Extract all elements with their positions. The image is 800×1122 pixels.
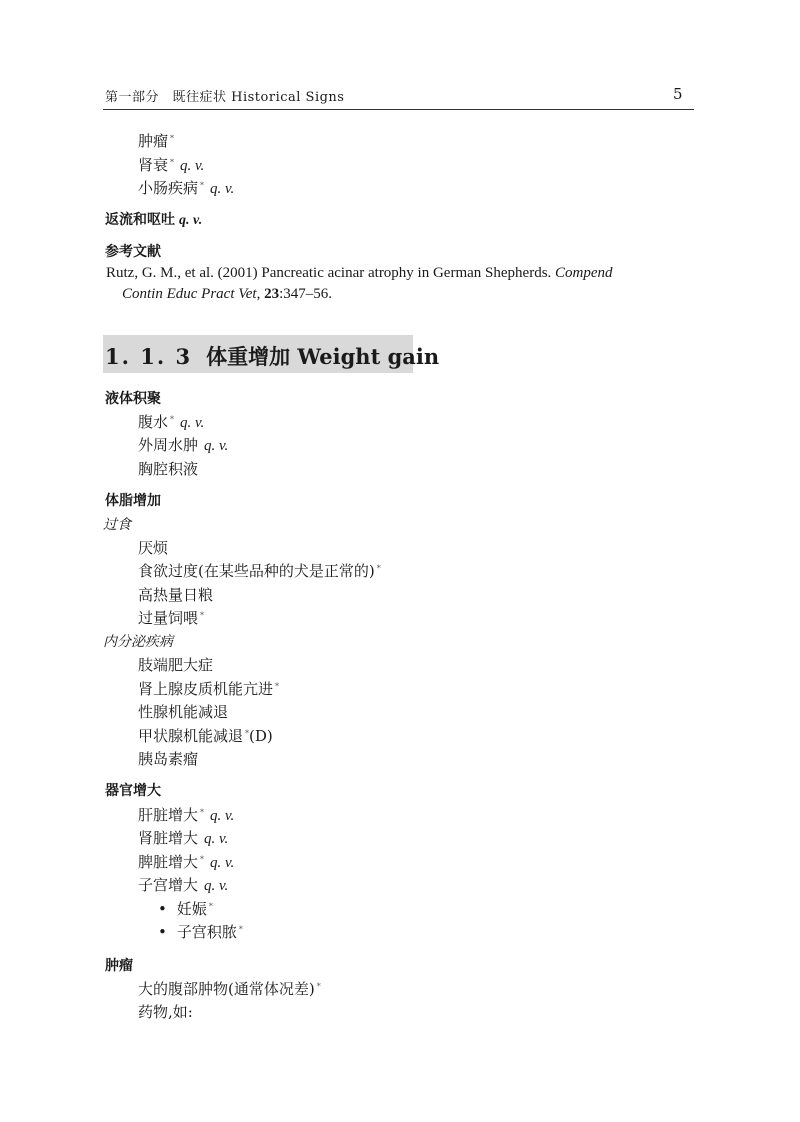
list-item: 子宫增大 q. v. [138,876,229,894]
list-item: 胰岛素瘤 [138,750,199,768]
list-item: 性腺机能减退 [138,703,229,721]
endocrine-label: 内分泌疾病 [103,634,173,650]
list-item: 过量饲喂 * [138,609,205,627]
list-item: 肢端肥大症 [138,656,214,674]
list-item: 食欲过度(在某些品种的犬是正常的) * [138,562,381,580]
list-item: 甲状腺机能减退 *(D) [138,727,273,745]
fluid-heading: 液体积聚 [105,391,161,407]
list-item: 肿瘤 * [138,132,175,150]
section-number: 1. 1. 3 [105,344,193,369]
list-item: 胸腔积液 [138,460,199,478]
reflux-heading: 返流和呕吐 q. v. [105,212,203,228]
page-number: 5 [673,85,683,103]
list-item: 小肠疾病 * q. v. [138,179,235,197]
fat-heading: 体脂增加 [105,493,161,509]
list-item: 腹水 * q. v. [138,413,205,431]
bullet-item: • 妊娠 * [158,900,213,918]
list-item: 脾脏增大 * q. v. [138,853,235,871]
section-title [105,341,439,371]
bullet-icon: • [158,923,167,941]
list-item: 大的腹部肿物(通常体况差) * [138,980,321,998]
overeating-label: 过食 [103,517,131,533]
running-header: 第一部分 既往症状 Historical Signs [105,90,345,105]
reference-entry: Rutz, G. M., et al. (2001) Pancreatic acinar atrophy in German Shepherds. Compend Contin Educ Pract Vet, 23:347–56. [106,265,613,302]
list-item: 外周水肿 q. v. [138,436,229,454]
list-item: 药物,如: [138,1003,193,1021]
tumor-heading: 肿瘤 [105,958,133,974]
organ-heading: 器官增大 [105,783,161,799]
bullet-item: • 子宫积脓 * [158,923,243,941]
bullet-icon: • [158,900,167,918]
list-item: 肾上腺皮质机能亢进 * [138,680,280,698]
references-heading: 参考文献 [105,244,161,260]
list-item: 肝脏增大 * q. v. [138,806,235,824]
section-title-text: 体重增加 Weight gain [206,344,440,369]
list-item: 肾脏增大 q. v. [138,829,229,847]
list-item: 肾衰 * q. v. [138,156,205,174]
header-rule [103,109,694,110]
list-item: 厌烦 [138,539,169,557]
list-item: 高热量日粮 [138,586,214,604]
